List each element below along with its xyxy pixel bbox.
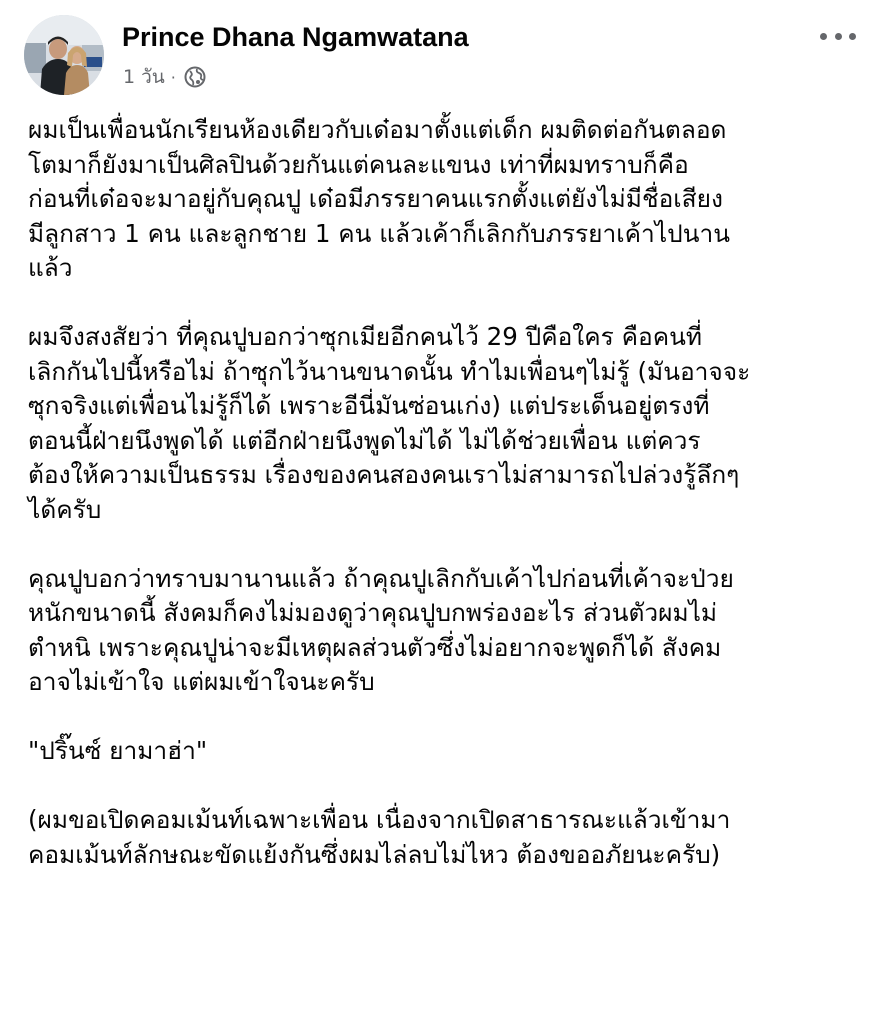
more-horizontal-icon	[820, 33, 827, 40]
post-text	[28, 113, 868, 907]
more-horizontal-icon	[849, 33, 856, 40]
post-meta	[123, 62, 206, 92]
post-paragraph: "ปริ๊นซ์ ยามาฮ่า"	[28, 736, 208, 765]
avatar-photo	[24, 15, 104, 95]
post-paragraph: ผมจึงสงสัยว่า ที่คุณปูบอกว่าซุกเมียอีกคนไว้ 29 ปีคือใคร คือคนที่ เลิกกันไปนี้หรือไม่ ถ้าซุกไว้นานขนาดนั้น ทำไมเพื่อนๆไม่รู้ (มันอาจจะ ซุกจริงแต่เพื่อนไม่รู้ก็ได้ เพราะอีนี่มันซ่อนเก่ง) แต่ประเด็นอยู่ตรงที่ ตอนนี้ฝ่ายนึงพูดได้ แต่อีกฝ่ายนึงพูดไม่ได้ ไม่ได้ช่วยเพื่อน แต่ควร ต้องให้ความเป็นธรรม เรื่องของคนสองคนเราไม่สามารถไปล่วงรู้ลึกๆ ได้ครับ	[28, 322, 751, 524]
more-horizontal-icon	[835, 33, 842, 40]
avatar[interactable]	[24, 15, 104, 95]
post-paragraph: คุณปูบอกว่าทราบมานานแล้ว ถ้าคุณปูเลิกกับเค้าไปก่อนที่เค้าจะป่วย หนักขนาดนี้ สังคมก็คงไม่มองดูว่าคุณปูบกพร่องอะไร ส่วนตัวผมไม่ ตำหนิ เพราะคุณปูน่าจะมีเหตุผลส่วนตัวซึ่งไม่อยากจะพูดก็ได้ สังคม อาจไม่เข้าใจ แต่ผมเข้าใจนะครับ	[28, 563, 734, 696]
post-timestamp[interactable]: 1 วัน	[123, 66, 165, 88]
globe-icon[interactable]	[184, 66, 206, 88]
post-header	[0, 0, 883, 110]
post-paragraph: ผมเป็นเพื่อนนักเรียนห้องเดียวกับเด๋อมาตั้งแต่เด็ก ผมติดต่อกันตลอด โตมาก็ยังมาเป็นศิลปินด้วยกันแต่คนละแขนง เท่าที่ผมทราบก็คือ ก่อนที่เด๋อจะมาอยู่กับคุณปู เด๋อมีภรรยาคนแรกตั้งแต่ยังไม่มีชื่อเสียง มีลูกสาว 1 คน และลูกชาย 1 คน แล้วเค้าก็เลิกกับภรรยาเค้าไปนาน แล้ว	[28, 115, 730, 282]
meta-separator: ·	[170, 67, 176, 87]
author-name[interactable]: Prince Dhana Ngamwatana	[122, 22, 469, 52]
more-options-button[interactable]	[820, 24, 856, 48]
post-paragraph: (ผมขอเปิดคอมเม้นท์เฉพาะเพื่อน เนื่องจากเปิดสาธารณะแล้วเข้ามา คอมเม้นท์ลักษณะขัดแย้งกันซึ่งผมไล่ลบไม่ไหว ต้องขออภัยนะครับ)	[28, 805, 731, 869]
